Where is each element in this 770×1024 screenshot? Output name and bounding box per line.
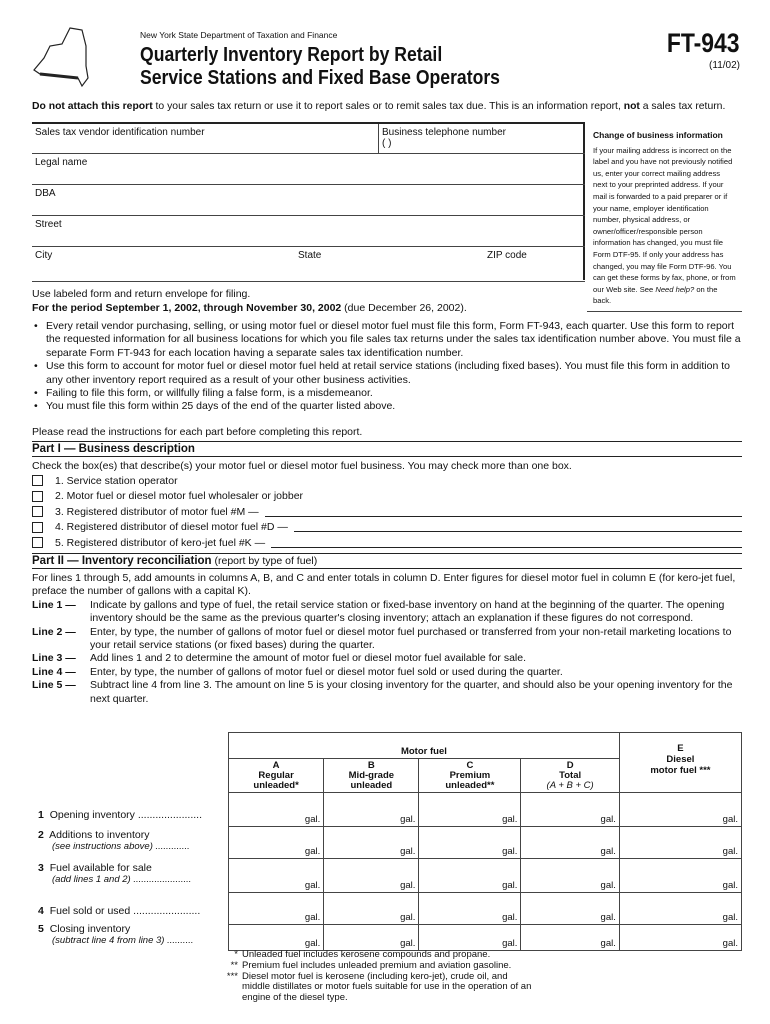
gal-input[interactable]: gal. (229, 859, 324, 893)
gal-input[interactable]: gal. (324, 893, 419, 925)
checkbox-motor-fuel-distributor[interactable]: 3. Registered distributor of motor fuel #M — (32, 504, 742, 520)
gal-input[interactable]: gal. (324, 827, 419, 859)
gal-input[interactable]: gal. (619, 793, 741, 827)
table-row (229, 793, 742, 827)
phone-field[interactable]: Business telephone number ( ) (378, 124, 509, 154)
bullet-item: • Use this form to account for motor fuel or diesel motor fuel held at retail service stations (including fixed bases). You must file this form in addition to any other inventory report required as a result of your other business activities. (32, 360, 744, 387)
table-row (229, 925, 742, 951)
footnote: * Unleaded fuel includes kerosene compounds and propane. (234, 949, 491, 960)
read-instructions-note: Please read the instructions for each part before completing this report. (32, 426, 363, 438)
column-e-header: E Diesel motor fuel *** (619, 733, 741, 793)
gal-input[interactable]: gal. (619, 859, 741, 893)
footnote: *** Diesel motor fuel is kerosene (including kero-jet), crude oil, and middle distillates or motor fuels suitable for use in the operation of an engine of the diesel type. (226, 970, 532, 1004)
envelope-note: Use labeled form and return envelope for filing. (32, 288, 251, 300)
column-a-header: A Regular unleaded* (229, 759, 324, 793)
row-label-5: 5 Closing inventory (subtract line 4 from line 3) .......... (38, 923, 194, 946)
attach-warning: Do not attach this report to your sales tax return or use it to report sales or to remit sales tax due. This is an information report, not a sales tax return. (32, 101, 726, 112)
gal-input[interactable]: gal. (324, 925, 419, 951)
row-label-3: 3 Fuel available for sale (add lines 1 and 2) ...................... (38, 862, 192, 885)
new-york-state-logo (30, 26, 102, 92)
gal-input[interactable]: gal. (521, 925, 619, 951)
dba-field[interactable]: DBA (32, 185, 585, 216)
table-row (229, 859, 742, 893)
city-field[interactable]: City State ZIP code (32, 247, 585, 282)
footnotes (222, 950, 532, 1004)
gal-input[interactable]: gal. (419, 827, 521, 859)
street-field[interactable]: Street (32, 216, 585, 247)
legal-name-field[interactable]: Legal name (32, 154, 585, 185)
diesel-number-input[interactable] (294, 522, 742, 532)
inventory-table (228, 732, 742, 951)
gal-input[interactable]: gal. (419, 925, 521, 951)
motor-fuel-number-input[interactable] (265, 507, 742, 517)
gal-input[interactable]: gal. (419, 859, 521, 893)
department-name: New York State Department of Taxation and Finance (140, 30, 338, 40)
row-label-4: 4 Fuel sold or used ....................... (38, 905, 201, 917)
gal-input[interactable]: gal. (521, 893, 619, 925)
checkbox-diesel-distributor[interactable]: 4. Registered distributor of diesel motor fuel #D — (32, 520, 742, 536)
part1-intro: Check the box(es) that describe(s) your motor fuel or diesel motor fuel business. You may check more than one box. (32, 460, 572, 472)
bullet-item: • Every retail vendor purchasing, selling, or using motor fuel or diesel motor fuel must file this form, Form FT-943, each quarter. Use this form to report the requested information for all business locations for which you file sales tax returns under the sales tax identification number above. You must file a separate Form FT-943 for each location having a separate sales tax identification number. (32, 320, 744, 360)
gal-input[interactable]: gal. (521, 859, 619, 893)
gal-input[interactable]: gal. (521, 793, 619, 827)
table-row (229, 893, 742, 925)
checkbox-wholesaler[interactable]: 2. Motor fuel or diesel motor fuel wholesaler or jobber (32, 489, 742, 505)
filing-period: For the period September 1, 2002, through November 30, 2002 (due December 26, 2002). (32, 302, 467, 314)
column-b-header: B Mid-grade unleaded (324, 759, 419, 793)
zip-field[interactable]: ZIP code (487, 250, 527, 261)
part2-instructions (32, 572, 744, 706)
form-title: Quarterly Inventory Report by Retail Service Stations and Fixed Base Operators (140, 44, 500, 89)
change-of-business-info: Change of business information If your mailing address is incorrect on the label and you have not previously notified us, enter your correct mailing address next to your preprinted address. If your mail is forwarded to a paid preparer or if your name, employer identification number, physical address, or owner/officer/responsible person information has changed, you must file Form DTF-95. If only your address has changed, you may file Form DTF-96. You can get these forms by fax, phone, or from our Web site. See Need help? on the back. (587, 124, 742, 312)
gal-input[interactable]: gal. (619, 925, 741, 951)
kerojet-number-input[interactable] (271, 538, 742, 548)
gal-input[interactable]: gal. (324, 793, 419, 827)
checkbox-service-station[interactable]: 1. Service station operator (32, 473, 742, 489)
line-instruction: Line 1 — Indicate by gallons and type of fuel, the retail service station or fixed-base inventory on hand at the beginning of the quarter. The opening inventory should be the same as the previous quarter's closing inventory; attach an explanation if these figures do not correspond. (32, 598, 725, 625)
line-instruction: Line 5 — Subtract line 4 from line 3. The amount on line 5 is your closing inventory for the quarter, and should also be your opening inventory for the next quarter. (32, 679, 733, 705)
column-c-header: C Premium unleaded** (419, 759, 521, 793)
line-instruction: Line 2 — Enter, by type, the number of gallons of motor fuel or diesel motor fuel purchased or transferred from your non-retail marketing locations to your retail service stations (or fixed bases) during the quarter. (32, 625, 732, 652)
gal-input[interactable]: gal. (619, 827, 741, 859)
line-instruction: Line 3 — Add lines 1 and 2 to determine the amount of motor fuel or diesel motor fuel available for sale. (32, 652, 526, 665)
line-instruction: Line 4 — Enter, by type, the number of gallons of motor fuel or diesel motor fuel sold or used during the quarter. (32, 665, 563, 678)
part1-heading: Part I — Business description (32, 441, 742, 457)
gal-input[interactable]: gal. (229, 925, 324, 951)
gal-input[interactable]: gal. (619, 893, 741, 925)
motor-fuel-header: Motor fuel (229, 733, 620, 759)
state-field[interactable]: State (298, 250, 322, 261)
business-info-box (32, 122, 585, 280)
gal-input[interactable]: gal. (521, 827, 619, 859)
gal-input[interactable]: gal. (419, 793, 521, 827)
table-row (229, 827, 742, 859)
gal-input[interactable]: gal. (229, 827, 324, 859)
column-d-header: D Total (A + B + C) (521, 759, 619, 793)
gal-input[interactable]: gal. (229, 793, 324, 827)
business-type-checkboxes (32, 473, 742, 551)
footnote: ** Premium fuel includes unleaded premium and aviation gasoline. (230, 959, 512, 971)
row-label-2: 2 Additions to inventory (see instructions above) ............. (38, 829, 190, 852)
form-revision: (11/02) (709, 60, 740, 71)
form-number: FT-943 (667, 28, 740, 58)
gal-input[interactable]: gal. (324, 859, 419, 893)
gal-input[interactable]: gal. (419, 893, 521, 925)
bullet-item: • You must file this form within 25 days of the end of the quarter listed above. (32, 400, 744, 413)
bullet-item: • Failing to file this form, or willfully filing a false form, is a misdemeanor. (32, 387, 744, 400)
filing-requirements-list (32, 320, 744, 414)
gal-input[interactable]: gal. (229, 893, 324, 925)
row-label-1: 1 Opening inventory ...................... (38, 809, 203, 821)
part2-intro: For lines 1 through 5, add amounts in columns A, B, and C and enter totals in column D. Enter figures for diesel motor fuel in column E (for kero-jet fuel, preface the number of gallons with a capital K). (32, 572, 736, 598)
vendor-id-field[interactable]: Sales tax vendor identification number Business telephone number ( ) (32, 124, 585, 154)
checkbox-kerojet-distributor[interactable]: 5. Registered distributor of kero-jet fuel #K — (32, 535, 742, 551)
part2-heading: Part II — Inventory reconciliation (report by type of fuel) (32, 553, 742, 569)
